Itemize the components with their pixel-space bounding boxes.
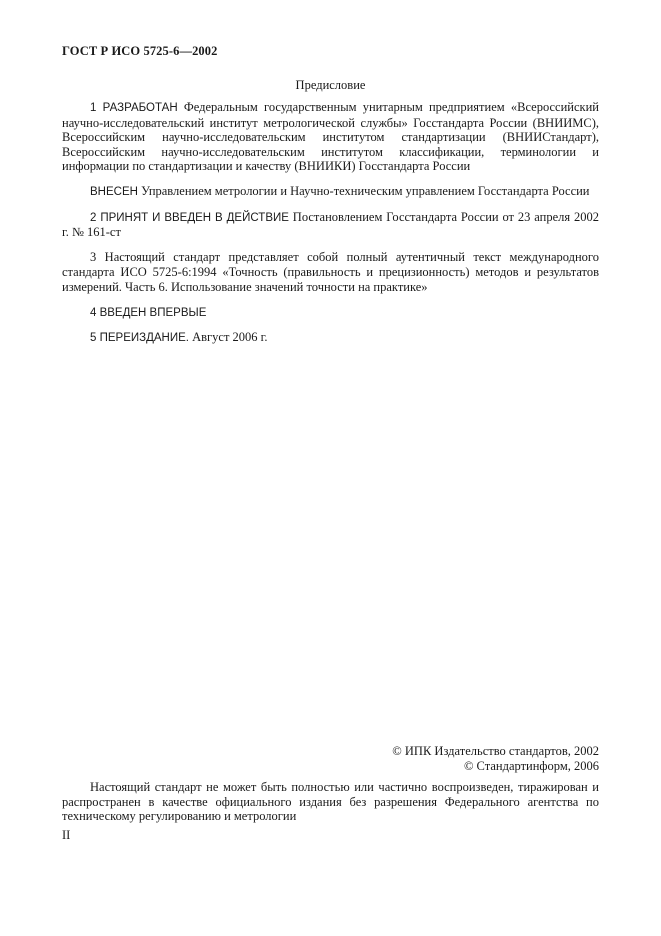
- paragraph-developed-by: [62, 100, 599, 174]
- copyright-line: © Стандартинформ, 2006: [463, 758, 599, 773]
- paragraph-text: Управлением метрологии и Научно-техническим управлением Госстандарта России: [137, 183, 590, 198]
- page-number: II: [62, 828, 71, 842]
- paragraph-text: 3 Настоящий стандарт представляет собой полный аутентичный текст международного стандарта ИСО 5725-6:1994 «Точность (правильность и прецизионность) методов и результатов измерений. Часть 6. Использование значений точности на практике»: [62, 249, 599, 294]
- paragraph-reissue: [62, 330, 599, 346]
- page-title: Предисловие: [295, 78, 366, 92]
- paragraph-introduced-by: [62, 184, 599, 200]
- copyright-line: © ИПК Издательство стандартов, 2002: [392, 744, 599, 758]
- paragraph-lead: 5 ПЕРЕИЗДАНИЕ.: [90, 332, 189, 345]
- paragraph-first-introduced: [62, 305, 599, 321]
- copyright-block: [392, 744, 599, 773]
- paragraph-text: Федеральным государственным унитарным предприятием «Всероссийский научно-исследовательский институт метрологической службы» Госстандарта России (ВНИИМС), Всероссийским научно-исследовательским институтом стандартизации (ВНИИСтандарт), Всероссийским научно-исследовательским институтом классификации, терминологии и информации по стандартизации и качеству (ВНИИКИ) Госстандарта России: [62, 100, 599, 174]
- paragraph-lead: 4 ВВЕДЕН ВПЕРВЫЕ: [90, 306, 207, 319]
- foreword-body: [62, 100, 599, 356]
- paragraph-text: Постановлением Госстандарта России от 23 апреля 2002 г. № 161-ст: [62, 209, 599, 240]
- paragraph-identical-text: [62, 250, 599, 295]
- paragraph-lead: 1 РАЗРАБОТАН: [90, 102, 178, 114]
- paragraph-adopted: [62, 210, 599, 240]
- paragraph-text: Август 2006 г.: [188, 330, 268, 345]
- paragraph-lead: ВНЕСЕН: [90, 185, 138, 198]
- document-code-header: ГОСТ Р ИСО 5725-6—2002: [62, 44, 218, 58]
- paragraph-lead: 2 ПРИНЯТ И ВВЕДЕН В ДЕЙСТВИЕ: [90, 211, 289, 224]
- reproduction-notice: Настоящий стандарт не может быть полностью или частично воспроизведен, тиражирован и распространен в качестве официального издания без разрешения Федерального агентства по техническому регулированию и метрологии: [62, 780, 599, 824]
